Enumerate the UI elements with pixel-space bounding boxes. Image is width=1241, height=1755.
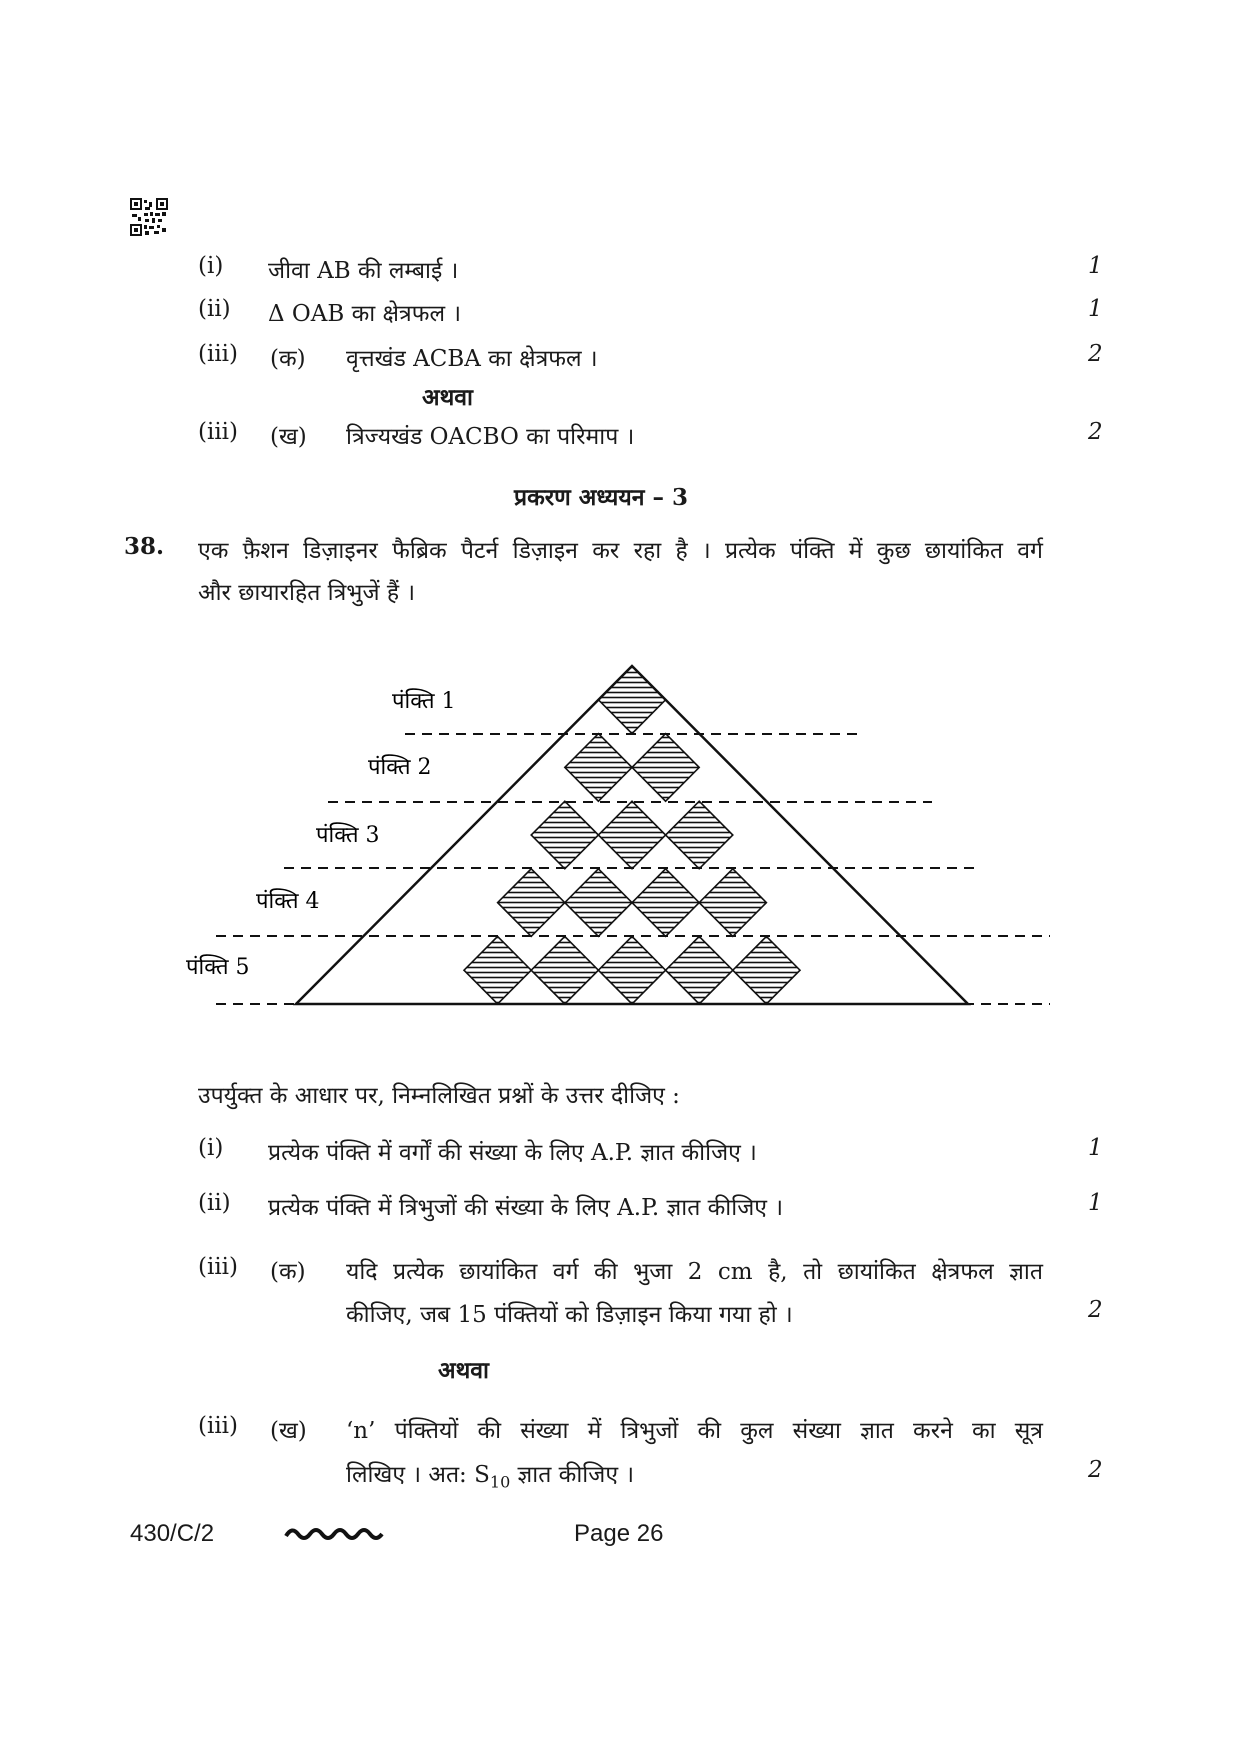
shaded-square (598, 936, 665, 1004)
item-number: (iii) (198, 1413, 239, 1439)
item-number: (iii) (198, 1254, 239, 1280)
shaded-square (666, 936, 733, 1004)
row-label: पंक्ति 1 (392, 689, 456, 714)
shaded-square (598, 666, 665, 734)
item-number: (ii) (198, 1190, 231, 1216)
shaded-square (632, 734, 699, 802)
instruction-text: उपर्युक्त के आधार पर, निम्नलिखित प्रश्नों के उत्तर दीजिए : (198, 1083, 680, 1109)
item-text-line: कीजिए, जब 15 पंक्तियों को डिज़ाइन किया गया हो । (346, 1302, 793, 1328)
item-text-line: यदि प्रत्येक छायांकित वर्ग की भुजा 2 cm है, तो छायांकित क्षेत्रफल ज्ञात (346, 1259, 1043, 1285)
question-stem-line: और छायारहित त्रिभुजें हैं । (198, 580, 416, 606)
item-marks: 2 (1088, 1457, 1103, 1483)
item-marks: 1 (1088, 1190, 1103, 1216)
item-marks: 1 (1088, 296, 1103, 322)
qr-code (130, 198, 168, 236)
shaded-square (565, 734, 632, 802)
shaded-square (531, 801, 598, 869)
item-text: त्रिज्यखंड OACBO का परिमाप । (346, 424, 635, 450)
row-label: पंक्ति 2 (368, 755, 432, 780)
question-number: 38. (124, 533, 165, 560)
shaded-square (464, 936, 531, 1004)
row-label: पंक्ति 4 (256, 889, 320, 914)
shaded-square (565, 869, 632, 937)
shaded-square (598, 801, 665, 869)
paper-code: 430/C/2 (130, 1520, 215, 1547)
item-subpart: (क) (270, 346, 306, 372)
item-marks: 2 (1088, 341, 1103, 367)
item-subpart: (ख) (270, 1418, 307, 1444)
item-text: Δ OAB का क्षेत्रफल । (268, 301, 462, 327)
item-text-line: ‘n’ पंक्तियों की संख्या में त्रिभुजों की कुल संख्या ज्ञात करने का सूत्र (346, 1418, 1043, 1444)
row-label: पंक्ति 5 (186, 955, 250, 980)
shaded-square (531, 936, 598, 1004)
item-text: प्रत्येक पंक्ति में वर्गों की संख्या के लिए A.P. ज्ञात कीजिए । (268, 1140, 757, 1166)
item-subpart: (ख) (270, 424, 307, 450)
item-number: (iii) (198, 341, 239, 367)
shaded-square (666, 801, 733, 869)
item-marks: 1 (1088, 1135, 1103, 1161)
fabric-pattern-figure (180, 660, 1060, 1020)
item-text: जीवा AB की लम्बाई । (268, 258, 459, 284)
shaded-squares (464, 666, 800, 1004)
item-text: वृत्तखंड ACBA का क्षेत्रफल । (346, 346, 598, 372)
shaded-square (699, 869, 766, 937)
or-label: अथवा (438, 1357, 490, 1384)
item-number: (i) (198, 253, 224, 279)
item-text-line: लिखिए । अत: $S_{10}$ ज्ञात कीजिए । (346, 1462, 635, 1492)
question-stem-line: एक फ़ैशन डिज़ाइनर फैब्रिक पैटर्न डिज़ाइन कर रहा है । प्रत्येक पंक्ति में कुछ छायांकित वर्ग (198, 538, 1043, 564)
shaded-square (733, 936, 800, 1004)
row-label: पंक्ति 3 (316, 823, 380, 848)
item-number: (iii) (198, 419, 239, 445)
or-label: अथवा (422, 384, 474, 411)
item-marks: 2 (1088, 419, 1103, 445)
page-number: Page 26 (574, 1520, 664, 1547)
item-number: (i) (198, 1135, 224, 1161)
item-subpart: (क) (270, 1259, 306, 1285)
subscript: 10 (489, 1472, 511, 1492)
item-number: (ii) (198, 296, 231, 322)
case-study-title: प्रकरण अध्ययन – 3 (514, 484, 688, 511)
shaded-square (632, 869, 699, 937)
item-marks: 2 (1088, 1297, 1103, 1323)
item-marks: 1 (1088, 253, 1103, 279)
shaded-square (498, 869, 565, 937)
item-text: प्रत्येक पंक्ति में त्रिभुजों की संख्या के लिए A.P. ज्ञात कीजिए । (268, 1195, 784, 1221)
tilde-ornament (284, 1522, 384, 1544)
